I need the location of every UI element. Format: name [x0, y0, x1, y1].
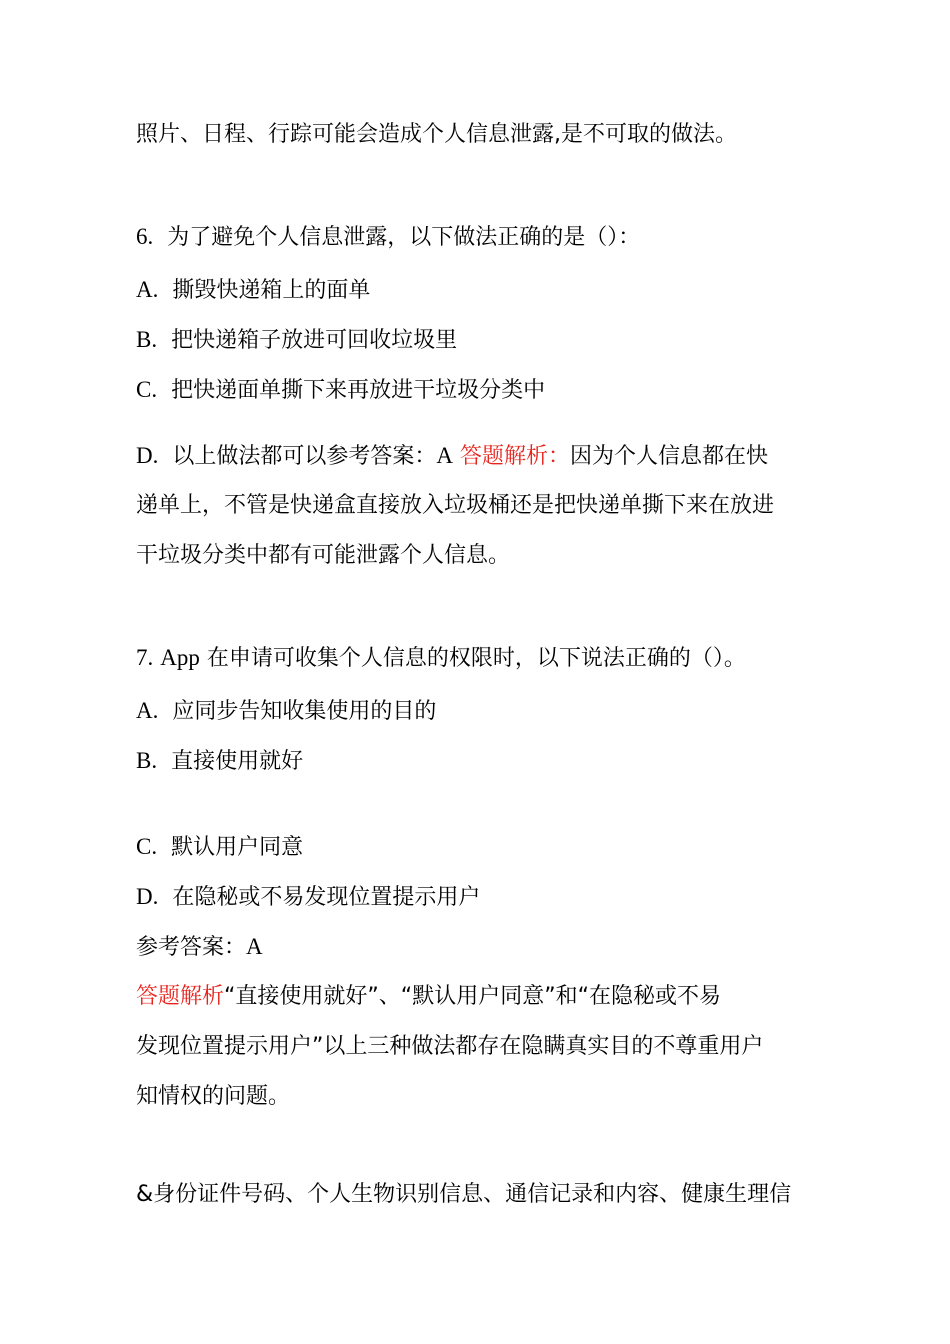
q6-option-a-letter: A. [136, 277, 159, 302]
closing-text: &身份证件号码、个人生物识别信息、通信记录和内容、健康生理信 [136, 1182, 792, 1207]
q6-analysis-line-1: 因为个人信息都在快 [570, 444, 769, 469]
q7-option-c-letter: C. [136, 834, 158, 859]
q7-option-d-letter: D. [136, 884, 159, 909]
q7-option-a [136, 696, 836, 727]
q6-option-b-text: 把快递箱子放进可回收垃圾里 [171, 328, 458, 353]
q6-number: 6. [136, 224, 154, 249]
q7-analysis-label: 答题解析 [136, 984, 225, 1009]
q7-analysis-line-2: 发现位置提示用户”以上三种做法都存在隐瞒真实目的不尊重用户 [136, 1034, 764, 1059]
q7-answer: A [246, 934, 263, 959]
q6-question-text: 为了避免个人信息泄露，以下做法正确的是（）： [167, 225, 641, 250]
q6-option-a-text: 撕毁快递箱上的面单 [172, 278, 371, 303]
q7-number: 7. [136, 645, 154, 670]
q6-answer: A [436, 443, 454, 468]
q6-analysis-line-3: 干垃圾分类中都有可能泄露个人信息。 [136, 543, 511, 568]
q7-answer-line [136, 932, 836, 963]
q6-option-d [136, 441, 836, 472]
q6-option-c [136, 375, 836, 406]
q6-option-c-letter: C. [136, 377, 158, 402]
q7-option-b-text: 直接使用就好 [171, 749, 304, 774]
q6-option-a [136, 275, 836, 306]
intro-tail-text: 照片、日程、行踪可能会造成个人信息泄露,是不可取的做法。 [136, 122, 737, 147]
q7-option-a-text: 应同步告知收集使用的目的 [172, 699, 437, 724]
q6-analysis-label: 答题解析： [460, 444, 571, 469]
q6-analysis-line-2: 递单上，不管是快递盒直接放入垃圾桶还是把快递单撕下来在放进 [136, 493, 775, 518]
q6-option-d-text: 以上做法都可以参考答案： [172, 444, 437, 469]
q7-answer-label: 参考答案： [136, 935, 247, 960]
q7-option-c-text: 默认用户同意 [171, 835, 304, 860]
q7-option-d-text: 在隐秘或不易发现位置提示用户 [172, 885, 481, 910]
q7-analysis-line-3: 知情权的问题。 [136, 1084, 291, 1109]
q7-analysis-line-1 [136, 982, 836, 1012]
q7-option-a-letter: A. [136, 698, 159, 723]
q6-option-b [136, 325, 836, 356]
q7-analysis-text-1: “直接使用就好”、“默认用户同意”和“在隐秘或不易 [224, 984, 722, 1009]
q6-option-b-letter: B. [136, 327, 158, 352]
q6-question [136, 222, 836, 253]
q7-question [136, 643, 836, 674]
q7-option-b [136, 746, 836, 777]
q7-option-b-letter: B. [136, 748, 158, 773]
q7-app: App [160, 645, 200, 670]
q6-option-d-letter: D. [136, 443, 159, 468]
q7-option-c [136, 832, 836, 863]
q7-question-text: 在申请可收集个人信息的权限时，以下说法正确的（）。 [206, 646, 746, 671]
q7-option-d [136, 882, 836, 913]
q6-option-c-text: 把快递面单撕下来再放进干垃圾分类中 [171, 378, 546, 403]
